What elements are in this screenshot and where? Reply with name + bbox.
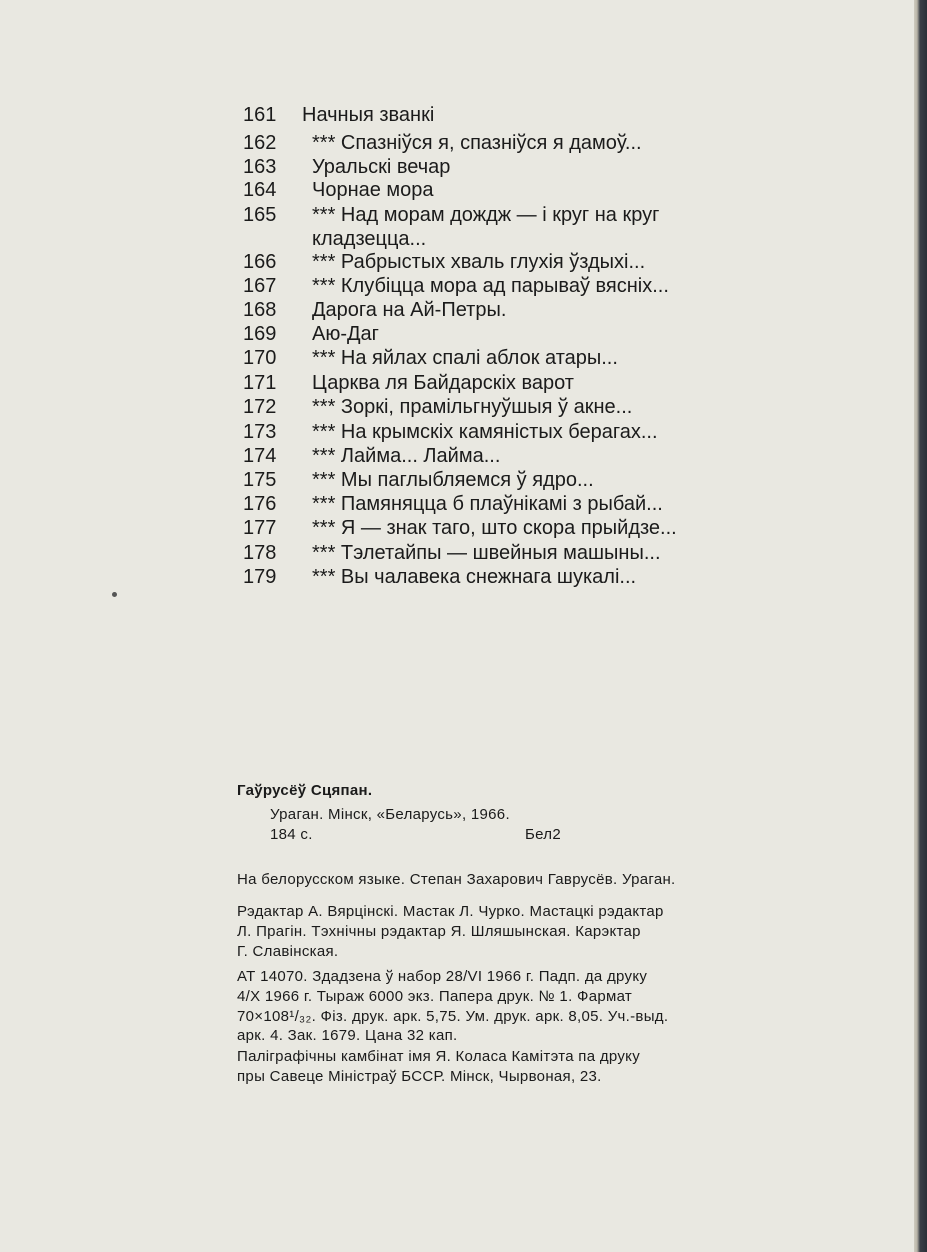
- toc-title: *** Зоркі, прамільгнуўшыя ў акне...: [312, 396, 633, 418]
- toc-title: *** Мы паглыбляемся ў ядро...: [312, 469, 594, 491]
- toc-page-number: 166: [243, 251, 277, 273]
- toc-title: Чорнае мора: [312, 179, 434, 201]
- toc-page-number: 177: [243, 517, 277, 539]
- toc-title: *** Клубіцца мора ад парываў вясніх...: [312, 275, 669, 297]
- colophon-language-note: На белорусском языке. Степан Захарович Гаврусёв. Ураган.: [237, 871, 676, 888]
- colophon-credits-line: Г. Славінская.: [237, 943, 339, 960]
- toc-page-number: 165: [243, 204, 277, 226]
- toc-page-number: 172: [243, 396, 277, 418]
- toc-page-number: 168: [243, 299, 277, 321]
- toc-page-number: 174: [243, 445, 277, 467]
- toc-page-number: 170: [243, 347, 277, 369]
- toc-page-number: 167: [243, 275, 277, 297]
- toc-title: *** На яйлах спалі аблок атары...: [312, 347, 618, 369]
- toc-title: Уральскі вечар: [312, 156, 451, 178]
- colophon-credits-line: Рэдактар А. Вярцінскі. Мастак Л. Чурко. Мастацкі рэдактар: [237, 903, 664, 920]
- toc-page-number: 161: [243, 104, 277, 126]
- toc-title: *** Рабрыстых хваль глухія ўздыхі...: [312, 251, 646, 273]
- toc-page-number: 164: [243, 179, 277, 201]
- toc-title: Аю-Даг: [312, 323, 379, 345]
- ink-speck: [112, 592, 117, 597]
- toc-title: *** Лайма... Лайма...: [312, 445, 501, 467]
- toc-page-number: 176: [243, 493, 277, 515]
- toc-page-number: 169: [243, 323, 277, 345]
- toc-title: *** На крымскіх камяністых берагах...: [312, 421, 658, 443]
- colophon-print-line: 70×108¹/₃₂. Фіз. друк. арк. 5,75. Ум. друк. арк. 8,05. Уч.-выд.: [237, 1008, 669, 1025]
- toc-page-number: 171: [243, 372, 277, 394]
- toc-page-number: 162: [243, 132, 277, 154]
- toc-title-continuation: кладзецца...: [312, 228, 427, 250]
- book-spine-edge: [914, 0, 927, 1252]
- toc-page-number: 173: [243, 421, 277, 443]
- colophon-printer-line: пры Савеце Міністраў БССР. Мінск, Чырвоная, 23.: [237, 1068, 602, 1085]
- toc-title: *** Спазніўся я, спазніўся я дамоў...: [312, 132, 642, 154]
- toc-title: Дарога на Ай-Петры.: [312, 299, 507, 321]
- toc-page-number: 175: [243, 469, 277, 491]
- colophon-print-line: 4/X 1966 г. Тыраж 6000 экз. Папера друк. № 1. Фармат: [237, 988, 633, 1005]
- toc-title: *** Тэлетайпы — швейныя машыны...: [312, 542, 661, 564]
- toc-title: *** Памяняцца б плаўнікамі з рыбай...: [312, 493, 663, 515]
- toc-page-number: 179: [243, 566, 277, 588]
- toc-page-number: 178: [243, 542, 277, 564]
- colophon-author: Гаўрусёў Сцяпан.: [237, 782, 373, 799]
- toc-title: *** Вы чалавека снежнага шукалі...: [312, 566, 637, 588]
- colophon-code: Бел2: [525, 826, 561, 843]
- toc-page-number: 163: [243, 156, 277, 178]
- toc-title: Царква ля Байдарскіх варот: [312, 372, 574, 394]
- colophon-pages: 184 с.: [270, 826, 313, 843]
- toc-title: Начныя званкі: [302, 104, 435, 126]
- colophon-print-line: АТ 14070. Здадзена ў набор 28/VI 1966 г. Падп. да друку: [237, 968, 648, 985]
- colophon-title-line: Ураган. Мінск, «Беларусь», 1966.: [270, 806, 510, 823]
- toc-title: *** Я — знак таго, што скора прыйдзе...: [312, 517, 677, 539]
- colophon-print-line: арк. 4. Зак. 1679. Цана 32 кап.: [237, 1027, 458, 1044]
- toc-title: *** Над морам дождж — і круг на круг: [312, 204, 660, 226]
- colophon-printer-line: Паліграфічны камбінат імя Я. Коласа Камітэта па друку: [237, 1048, 640, 1065]
- colophon-credits-line: Л. Прагін. Тэхнічны рэдактар Я. Шляшынская. Карэктар: [237, 923, 641, 940]
